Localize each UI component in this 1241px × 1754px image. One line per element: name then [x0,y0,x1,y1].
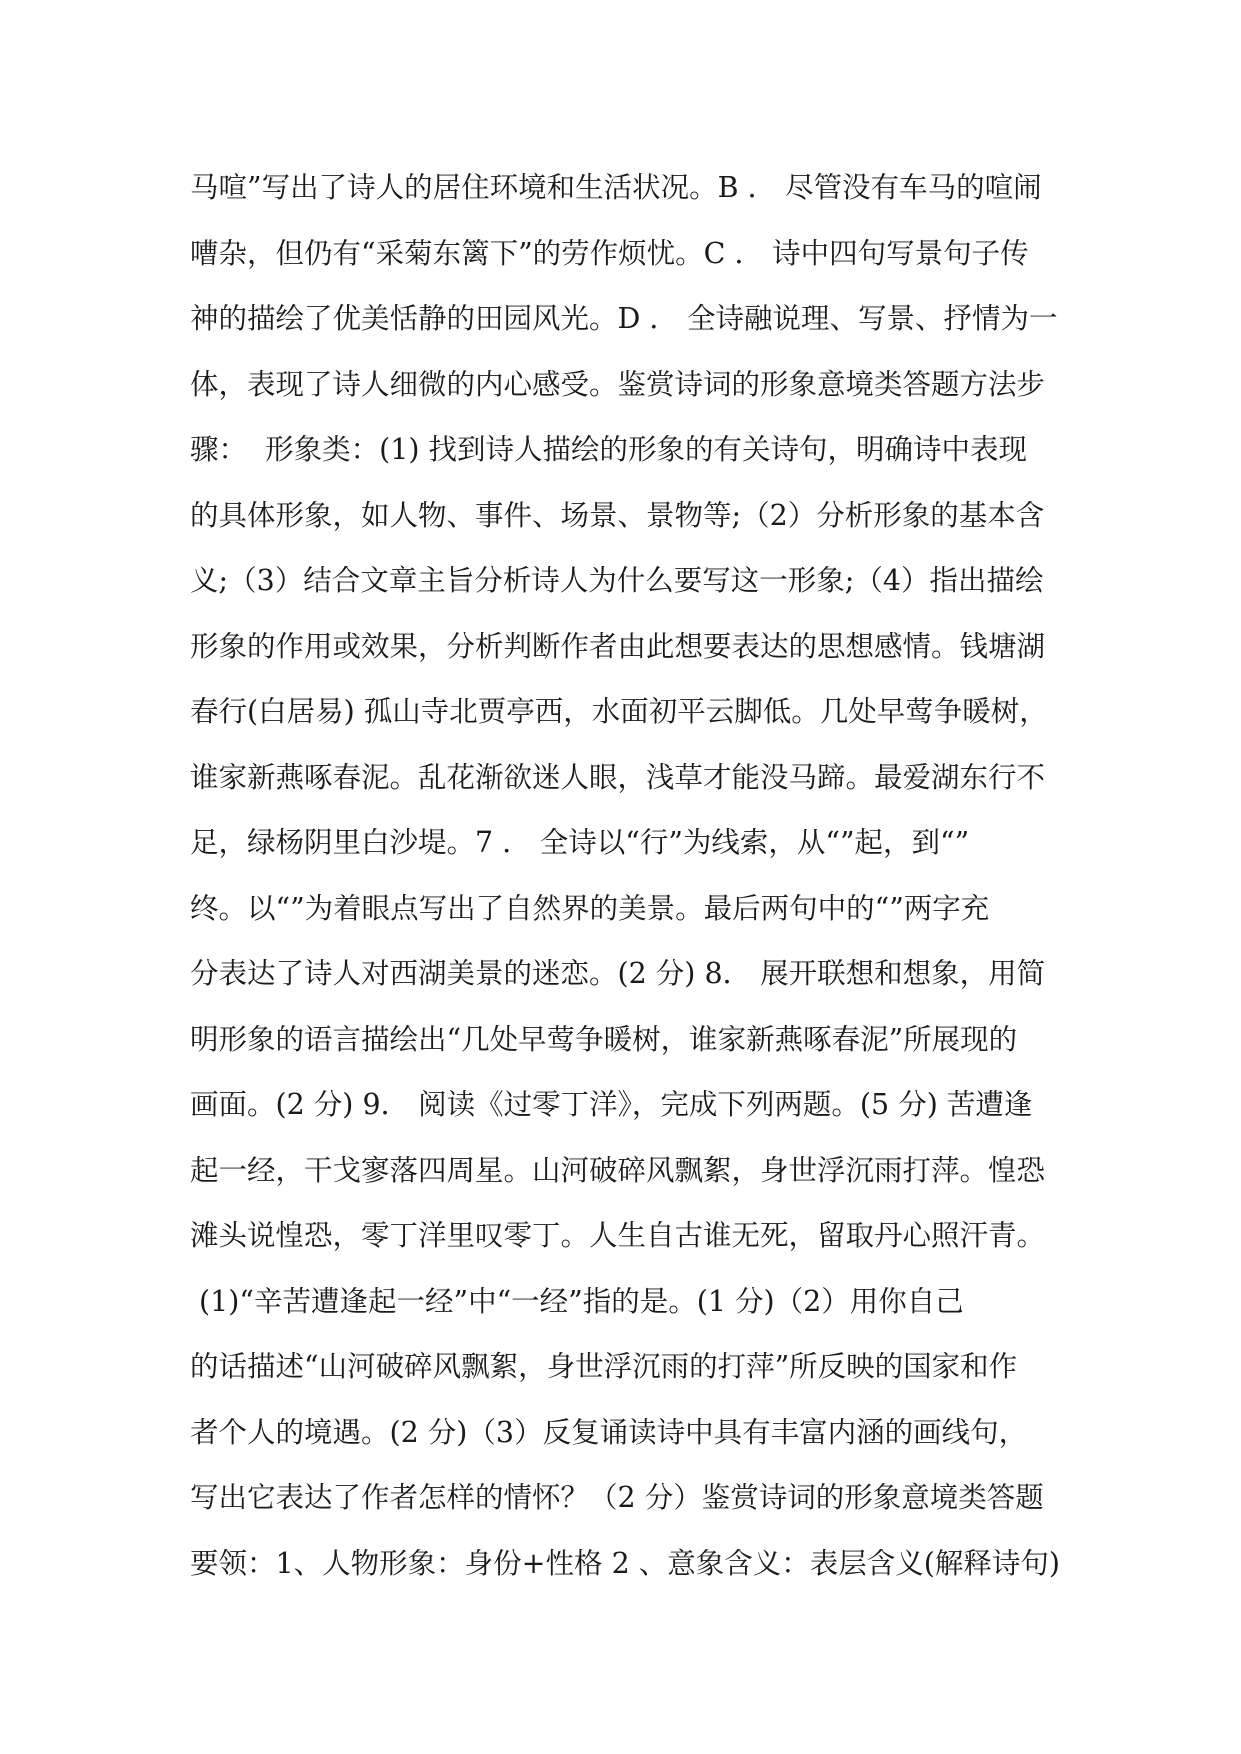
text-line: 者个人的境遇。(2 分)（3）反复诵读诗中具有丰富内涵的画线句， [190,1415,1028,1449]
text-line: 要领：1、人物形象：身份+性格 2 、意象含义：表层含义(解释诗句) [190,1546,1061,1580]
text-line: 滩头说惶恐，零丁洋里叹零丁。人生自古谁无死，留取丹心照汗青。 [190,1219,1046,1252]
text-line: 神的描绘了优美恬静的田园风光。D ． 全诗融说理、写景、抒情为一 [190,302,1058,335]
text-line: 马喧”写出了诗人的居住环境和生活状况。B ． 尽管没有车马的喧闹 [190,171,1042,204]
text-line: 画面。(2 分) 9． 阅读《过零丁洋》，完成下列两题。(5 分) 苦遭逢 [190,1088,1033,1121]
text-line: 谁家新燕啄春泥。乱花渐欲迷人眼，浅草才能没马蹄。最爱湖东行不 [190,760,1046,794]
text-line: 明形象的语言描绘出“几处早莺争暖树，谁家新燕啄春泥”所展现的 [190,1022,1018,1056]
text-line: 体，表现了诗人细微的内心感受。鉴赏诗词的形象意境类答题方法步 [190,367,1046,401]
text-line: 终。以“”为着眼点写出了自然界的美景。最后两句中的“”两字充 [190,891,990,925]
text-line: 的话描述“山河破碎风飘絮，身世浮沉雨的打萍”所反映的国家和作 [190,1350,1018,1383]
text-line: 嘈杂，但仍有“采菊东篱下”的劳作烦忧。C ． 诗中四句写景句子传 [190,236,1029,270]
text-line: 分表达了诗人对西湖美景的迷恋。(2 分) 8． 展开联想和想象，用简 [190,957,1046,990]
text-line: 骤： 形象类：(1) 找到诗人描绘的形象的有关诗句，明确诗中表现 [190,433,1028,466]
text-line: (1)“辛苦遭逢起一经”中“一经”指的是。(1 分)（2）用你自己 [190,1284,964,1318]
body-text [190,155,1070,1596]
text-line: 形象的作用或效果，分析判断作者由此想要表达的思想感情。钱塘湖 [190,629,1046,663]
text-line: 足，绿杨阴里白沙堤。7 ． 全诗以“行”为线索，从“”起，到“” [190,826,970,859]
text-line: 的具体形象，如人物、事件、场景、景物等;（2）分析形象的基本含 [190,498,1045,532]
text-line: 义;（3）结合文章主旨分析诗人为什么要写这一形象;（4）指出描绘 [190,564,1044,597]
text-line: 春行(白居易) 孤山寺北贾亭西，水面初平云脚低。几处早莺争暖树， [190,695,1048,728]
text-line: 写出它表达了作者怎样的情怀？（2 分）鉴赏诗词的形象意境类答题 [190,1481,1044,1514]
text-line: 起一经，干戈寥落四周星。山河破碎风飘絮，身世浮沉雨打萍。惶恐 [190,1153,1046,1187]
